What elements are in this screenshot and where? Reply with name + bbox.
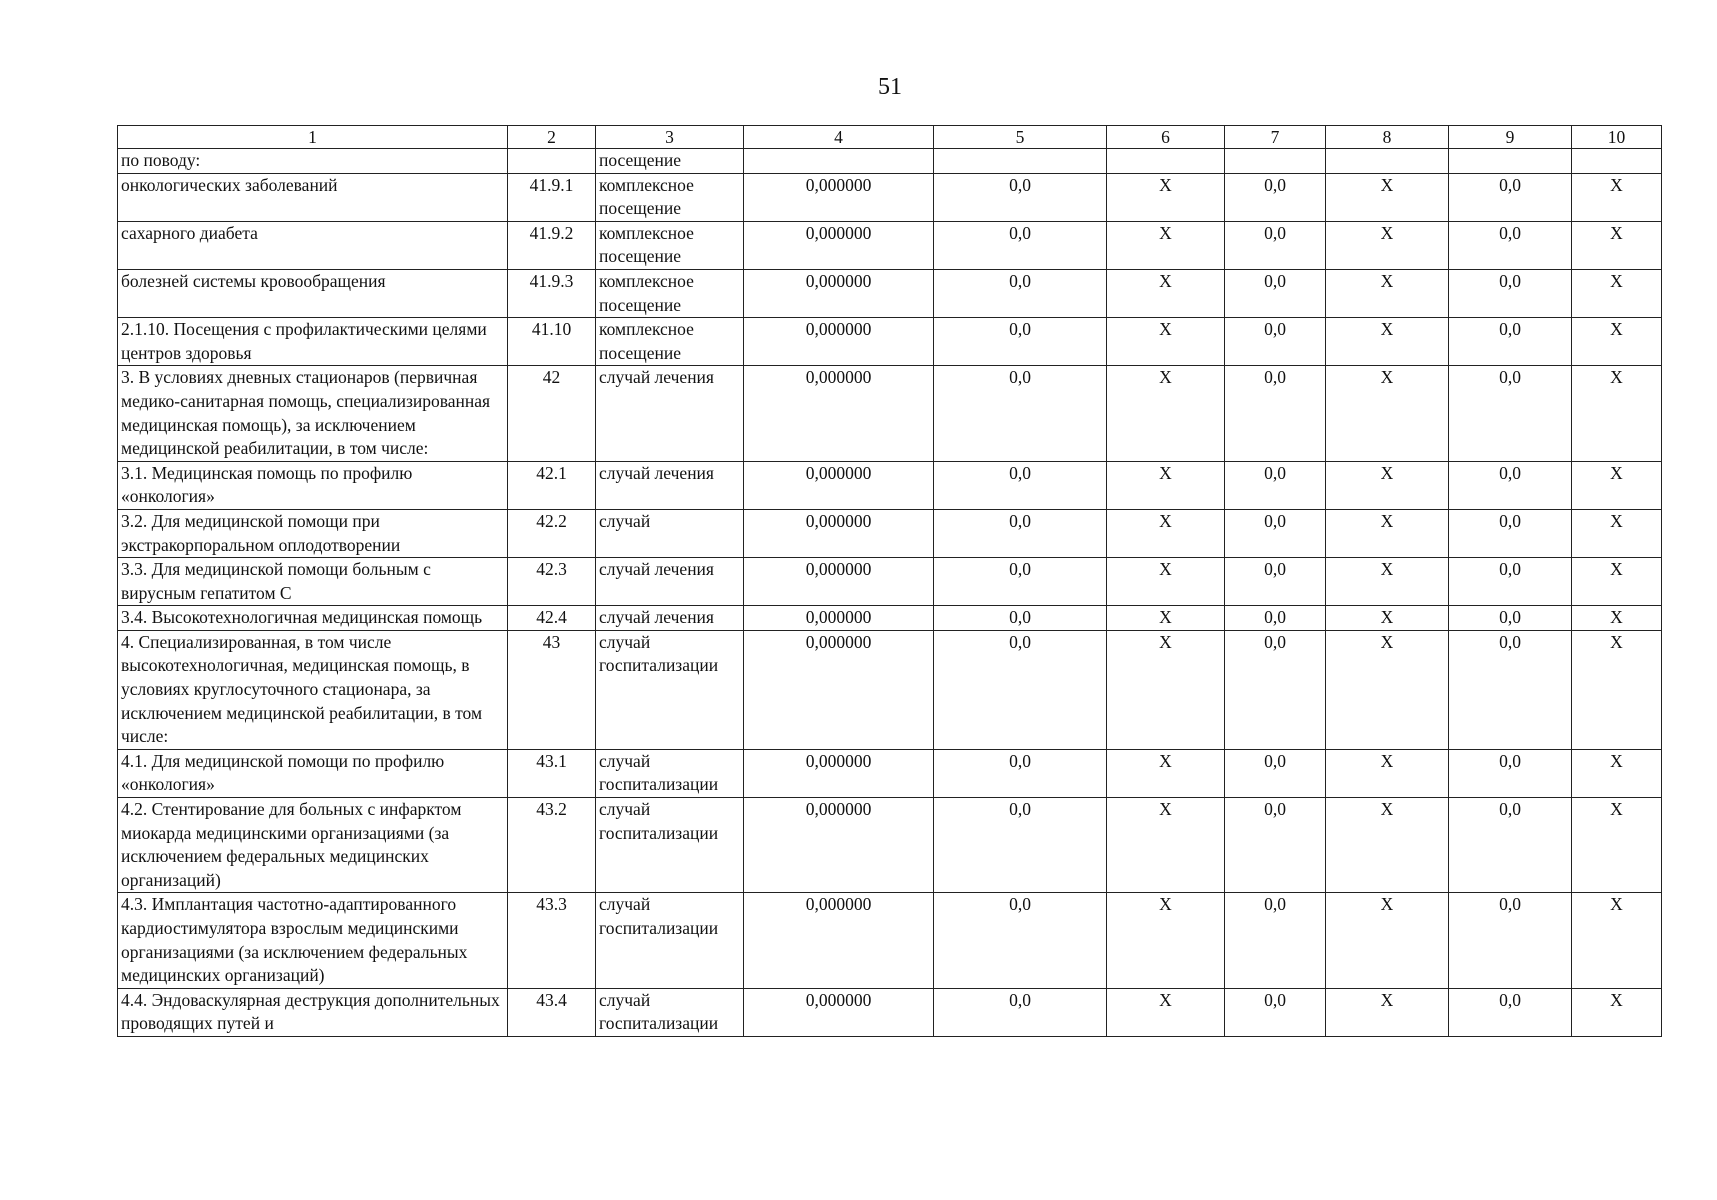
col9-value: 0,0 bbox=[1449, 318, 1572, 366]
row-unit-cell: случай лечения bbox=[596, 366, 744, 461]
col5-value: 0,0 bbox=[934, 988, 1107, 1036]
row-unit-cell: случай лечения bbox=[596, 558, 744, 606]
col9-value: 0,0 bbox=[1449, 173, 1572, 221]
row-unit-cell: комплексное посещение bbox=[596, 269, 744, 317]
row-name-cell: 4.2. Стентирование для больных с инфарктом миокарда медицинскими организациями (за исключением федеральных медицинских организаций) bbox=[118, 798, 508, 893]
row-code-cell: 43.3 bbox=[508, 893, 596, 988]
col4-value: 0,000000 bbox=[744, 509, 934, 557]
row-unit-cell: случай госпитализации bbox=[596, 988, 744, 1036]
col4-value: 0,000000 bbox=[744, 798, 934, 893]
col8-value: X bbox=[1326, 893, 1449, 988]
table-row bbox=[118, 558, 1662, 606]
col4-value: 0,000000 bbox=[744, 606, 934, 631]
col4-value: 0,000000 bbox=[744, 173, 934, 221]
row-name-cell: сахарного диабета bbox=[118, 221, 508, 269]
table-body bbox=[118, 149, 1662, 1037]
col6-value: X bbox=[1107, 606, 1225, 631]
table-row bbox=[118, 630, 1662, 749]
col8-value: X bbox=[1326, 509, 1449, 557]
col4-value bbox=[744, 149, 934, 174]
col10-value: X bbox=[1572, 558, 1662, 606]
table-row bbox=[118, 269, 1662, 317]
row-code-cell: 43.1 bbox=[508, 749, 596, 797]
col10-value: X bbox=[1572, 318, 1662, 366]
table-row bbox=[118, 749, 1662, 797]
row-unit-cell: случай госпитализации bbox=[596, 630, 744, 749]
col5-value bbox=[934, 149, 1107, 174]
col7-value: 0,0 bbox=[1225, 318, 1326, 366]
col5-value: 0,0 bbox=[934, 173, 1107, 221]
row-name-cell: 3.4. Высокотехнологичная медицинская помощь bbox=[118, 606, 508, 631]
col7-value bbox=[1225, 149, 1326, 174]
col6-value bbox=[1107, 149, 1225, 174]
row-name-cell: 3.2. Для медицинской помощи при экстракорпоральном оплодотворении bbox=[118, 509, 508, 557]
col6-value: X bbox=[1107, 558, 1225, 606]
col8-value: X bbox=[1326, 221, 1449, 269]
col9-value: 0,0 bbox=[1449, 366, 1572, 461]
col5-value: 0,0 bbox=[934, 269, 1107, 317]
table-row bbox=[118, 173, 1662, 221]
col8-value: X bbox=[1326, 798, 1449, 893]
row-code-cell: 41.9.1 bbox=[508, 173, 596, 221]
table-row bbox=[118, 318, 1662, 366]
col5-value: 0,0 bbox=[934, 798, 1107, 893]
column-header-7: 7 bbox=[1225, 126, 1326, 149]
col9-value: 0,0 bbox=[1449, 893, 1572, 988]
col6-value: X bbox=[1107, 461, 1225, 509]
col8-value: X bbox=[1326, 269, 1449, 317]
col7-value: 0,0 bbox=[1225, 558, 1326, 606]
col6-value: X bbox=[1107, 988, 1225, 1036]
col6-value: X bbox=[1107, 630, 1225, 749]
col9-value: 0,0 bbox=[1449, 558, 1572, 606]
col10-value: X bbox=[1572, 221, 1662, 269]
col9-value: 0,0 bbox=[1449, 269, 1572, 317]
row-unit-cell: комплексное посещение bbox=[596, 221, 744, 269]
column-header-3: 3 bbox=[596, 126, 744, 149]
page-number: 51 bbox=[878, 74, 902, 100]
col8-value: X bbox=[1326, 318, 1449, 366]
col7-value: 0,0 bbox=[1225, 366, 1326, 461]
col7-value: 0,0 bbox=[1225, 893, 1326, 988]
row-code-cell: 42.2 bbox=[508, 509, 596, 557]
col7-value: 0,0 bbox=[1225, 221, 1326, 269]
col7-value: 0,0 bbox=[1225, 988, 1326, 1036]
col6-value: X bbox=[1107, 269, 1225, 317]
col9-value: 0,0 bbox=[1449, 509, 1572, 557]
row-code-cell: 41.10 bbox=[508, 318, 596, 366]
col7-value: 0,0 bbox=[1225, 606, 1326, 631]
col9-value: 0,0 bbox=[1449, 988, 1572, 1036]
col8-value: X bbox=[1326, 606, 1449, 631]
col7-value: 0,0 bbox=[1225, 461, 1326, 509]
table-row bbox=[118, 988, 1662, 1036]
row-code-cell: 42.4 bbox=[508, 606, 596, 631]
col8-value: X bbox=[1326, 630, 1449, 749]
col6-value: X bbox=[1107, 221, 1225, 269]
col8-value: X bbox=[1326, 461, 1449, 509]
row-code-cell: 43.4 bbox=[508, 988, 596, 1036]
col6-value: X bbox=[1107, 798, 1225, 893]
col6-value: X bbox=[1107, 173, 1225, 221]
row-name-cell: 4.4. Эндоваскулярная деструкция дополнительных проводящих путей и bbox=[118, 988, 508, 1036]
row-unit-cell: комплексное посещение bbox=[596, 318, 744, 366]
col10-value: X bbox=[1572, 269, 1662, 317]
col6-value: X bbox=[1107, 749, 1225, 797]
col5-value: 0,0 bbox=[934, 893, 1107, 988]
row-unit-cell: случай лечения bbox=[596, 606, 744, 631]
row-code-cell: 42 bbox=[508, 366, 596, 461]
row-name-cell: 4. Специализированная, в том числе высокотехнологичная, медицинская помощь, в условиях круглосуточного стационара, за исключением медицинской реабилитации, в том числе: bbox=[118, 630, 508, 749]
row-name-cell: болезней системы кровообращения bbox=[118, 269, 508, 317]
row-name-cell: онкологических заболеваний bbox=[118, 173, 508, 221]
col4-value: 0,000000 bbox=[744, 988, 934, 1036]
col10-value: X bbox=[1572, 173, 1662, 221]
table-row bbox=[118, 893, 1662, 988]
col5-value: 0,0 bbox=[934, 558, 1107, 606]
column-header-9: 9 bbox=[1449, 126, 1572, 149]
row-code-cell: 42.3 bbox=[508, 558, 596, 606]
col4-value: 0,000000 bbox=[744, 318, 934, 366]
row-code-cell: 43 bbox=[508, 630, 596, 749]
row-unit-cell: случай bbox=[596, 509, 744, 557]
col8-value: X bbox=[1326, 366, 1449, 461]
col10-value: X bbox=[1572, 798, 1662, 893]
col10-value: X bbox=[1572, 630, 1662, 749]
row-code-cell bbox=[508, 149, 596, 174]
col7-value: 0,0 bbox=[1225, 173, 1326, 221]
col5-value: 0,0 bbox=[934, 749, 1107, 797]
row-name-cell: 3.1. Медицинская помощь по профилю «онкология» bbox=[118, 461, 508, 509]
table-row bbox=[118, 366, 1662, 461]
col4-value: 0,000000 bbox=[744, 461, 934, 509]
col7-value: 0,0 bbox=[1225, 749, 1326, 797]
col4-value: 0,000000 bbox=[744, 630, 934, 749]
col9-value: 0,0 bbox=[1449, 798, 1572, 893]
row-unit-cell: случай госпитализации bbox=[596, 798, 744, 893]
table-row bbox=[118, 798, 1662, 893]
col8-value bbox=[1326, 149, 1449, 174]
col6-value: X bbox=[1107, 366, 1225, 461]
col7-value: 0,0 bbox=[1225, 509, 1326, 557]
row-unit-cell: комплексное посещение bbox=[596, 173, 744, 221]
col9-value: 0,0 bbox=[1449, 749, 1572, 797]
col4-value: 0,000000 bbox=[744, 893, 934, 988]
column-header-10: 10 bbox=[1572, 126, 1662, 149]
row-unit-cell: случай госпитализации bbox=[596, 749, 744, 797]
col10-value: X bbox=[1572, 366, 1662, 461]
col8-value: X bbox=[1326, 173, 1449, 221]
row-unit-cell: посещение bbox=[596, 149, 744, 174]
column-header-6: 6 bbox=[1107, 126, 1225, 149]
row-name-cell: 3.3. Для медицинской помощи больным с вирусным гепатитом С bbox=[118, 558, 508, 606]
col9-value: 0,0 bbox=[1449, 461, 1572, 509]
col6-value: X bbox=[1107, 893, 1225, 988]
col5-value: 0,0 bbox=[934, 461, 1107, 509]
col5-value: 0,0 bbox=[934, 509, 1107, 557]
col8-value: X bbox=[1326, 558, 1449, 606]
table-row bbox=[118, 461, 1662, 509]
row-code-cell: 41.9.2 bbox=[508, 221, 596, 269]
col10-value bbox=[1572, 149, 1662, 174]
col10-value: X bbox=[1572, 461, 1662, 509]
col8-value: X bbox=[1326, 988, 1449, 1036]
col7-value: 0,0 bbox=[1225, 630, 1326, 749]
col10-value: X bbox=[1572, 893, 1662, 988]
table-row bbox=[118, 149, 1662, 174]
col9-value: 0,0 bbox=[1449, 606, 1572, 631]
col8-value: X bbox=[1326, 749, 1449, 797]
col5-value: 0,0 bbox=[934, 366, 1107, 461]
col5-value: 0,0 bbox=[934, 630, 1107, 749]
col9-value: 0,0 bbox=[1449, 221, 1572, 269]
column-header-5: 5 bbox=[934, 126, 1107, 149]
col4-value: 0,000000 bbox=[744, 749, 934, 797]
row-unit-cell: случай лечения bbox=[596, 461, 744, 509]
col4-value: 0,000000 bbox=[744, 221, 934, 269]
row-unit-cell: случай госпитализации bbox=[596, 893, 744, 988]
col10-value: X bbox=[1572, 988, 1662, 1036]
col6-value: X bbox=[1107, 318, 1225, 366]
col10-value: X bbox=[1572, 749, 1662, 797]
col4-value: 0,000000 bbox=[744, 269, 934, 317]
col7-value: 0,0 bbox=[1225, 269, 1326, 317]
row-code-cell: 42.1 bbox=[508, 461, 596, 509]
col5-value: 0,0 bbox=[934, 318, 1107, 366]
col10-value: X bbox=[1572, 606, 1662, 631]
row-name-cell: по поводу: bbox=[118, 149, 508, 174]
row-code-cell: 43.2 bbox=[508, 798, 596, 893]
col9-value bbox=[1449, 149, 1572, 174]
col4-value: 0,000000 bbox=[744, 558, 934, 606]
header-row bbox=[118, 126, 1662, 149]
row-name-cell: 4.3. Имплантация частотно-адаптированного кардиостимулятора взрослым медицинскими организациями (за исключением федеральных медицинских организаций) bbox=[118, 893, 508, 988]
column-header-4: 4 bbox=[744, 126, 934, 149]
table-row bbox=[118, 509, 1662, 557]
row-name-cell: 2.1.10. Посещения с профилактическими целями центров здоровья bbox=[118, 318, 508, 366]
table-row bbox=[118, 221, 1662, 269]
column-header-1: 1 bbox=[118, 126, 508, 149]
col9-value: 0,0 bbox=[1449, 630, 1572, 749]
row-name-cell: 4.1. Для медицинской помощи по профилю «онкология» bbox=[118, 749, 508, 797]
col5-value: 0,0 bbox=[934, 221, 1107, 269]
col7-value: 0,0 bbox=[1225, 798, 1326, 893]
table-header bbox=[118, 126, 1662, 149]
col10-value: X bbox=[1572, 509, 1662, 557]
col5-value: 0,0 bbox=[934, 606, 1107, 631]
table-row bbox=[118, 606, 1662, 631]
data-table bbox=[117, 125, 1662, 1037]
column-header-8: 8 bbox=[1326, 126, 1449, 149]
row-code-cell: 41.9.3 bbox=[508, 269, 596, 317]
column-header-2: 2 bbox=[508, 126, 596, 149]
row-name-cell: 3. В условиях дневных стационаров (первичная медико-санитарная помощь, специализированная медицинская помощь), за исключением медицинской реабилитации, в том числе: bbox=[118, 366, 508, 461]
col6-value: X bbox=[1107, 509, 1225, 557]
col4-value: 0,000000 bbox=[744, 366, 934, 461]
